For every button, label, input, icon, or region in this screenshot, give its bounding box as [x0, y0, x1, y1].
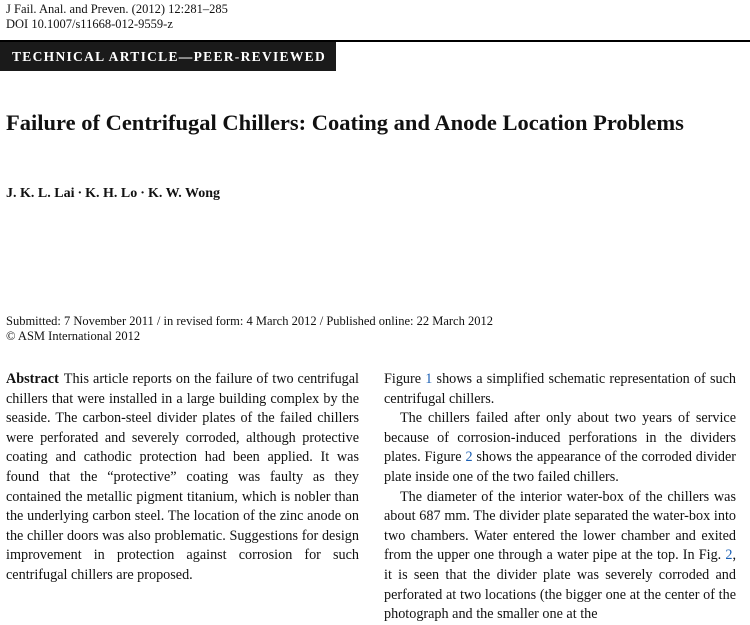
- paragraph-text: , it is seen that the divider plate was severely corroded and perforated at two locations (the bigger one at the center of the photograph and the smaller one at the: [384, 547, 736, 623]
- body-column: [384, 370, 736, 625]
- author-name[interactable]: K. H. Lo: [85, 186, 138, 201]
- journal-citation: J Fail. Anal. and Preven. (2012) 12:281–285: [6, 2, 228, 16]
- doi[interactable]: DOI 10.1007/s11668-012-9559-z: [6, 17, 173, 31]
- paragraph-text: shows a simplified schematic representation of such centrifugal chillers.: [384, 371, 736, 407]
- article-type-banner: TECHNICAL ARTICLE—PEER-REVIEWED: [0, 42, 336, 71]
- figure-link[interactable]: 1: [425, 371, 433, 387]
- body-paragraph: [384, 488, 736, 625]
- figure-link[interactable]: 2: [465, 449, 473, 466]
- paragraph-text: Figure: [384, 371, 426, 387]
- paragraph-text: shows the appearance of the corroded divider plate inside one of the two failed chillers.: [384, 449, 736, 485]
- body-paragraph: [384, 370, 736, 409]
- history-dates: Submitted: 7 November 2011 / in revised form: 4 March 2012 / Published online: 22 March 2012: [6, 314, 493, 328]
- author-name[interactable]: K. W. Wong: [147, 186, 221, 201]
- article-title: Failure of Centrifugal Chillers: Coating and Anode Location Problems: [6, 110, 684, 135]
- paragraph-text: The chillers failed after only about two years of service because of corrosion-induced perforations in the dividers plates. Figure: [384, 410, 736, 466]
- figure-link[interactable]: 2: [725, 547, 733, 564]
- abstract-column: [6, 370, 359, 586]
- abstract: [6, 370, 359, 586]
- body-paragraph: [384, 409, 736, 487]
- author-name[interactable]: J. K. L. Lai: [6, 186, 75, 201]
- author-separator: ·: [77, 186, 83, 201]
- journal-header: [6, 2, 228, 32]
- author-list: [6, 186, 220, 202]
- author-separator: ·: [140, 186, 145, 201]
- abstract-label: Abstract: [6, 371, 59, 387]
- abstract-text: This article reports on the failure of two centrifugal chillers that were installed in a large building complex by the seaside. The carbon-steel divider plates of the failed chillers were perforated and severely corroded, although protective coating and cathodic protection had been applied. It was found that the “protective” coating was faulty as they contained the metallic pigment titanium, which is nobler than the underlying carbon steel. The location of the zinc anode on the chiller doors was also problematic. Suggestions for design improvement in protection against corrosion for such centrifugal chillers are proposed.: [6, 371, 359, 583]
- copyright: © ASM International 2012: [6, 329, 141, 343]
- publication-history: [6, 314, 493, 344]
- paragraph-text: The diameter of the interior water-box of the chillers was about 687 mm. The divider plate separated the water-box into two chambers. Water entered the lower chamber and exited from the upper one through a water pipe at the top. In Fig.: [384, 488, 736, 564]
